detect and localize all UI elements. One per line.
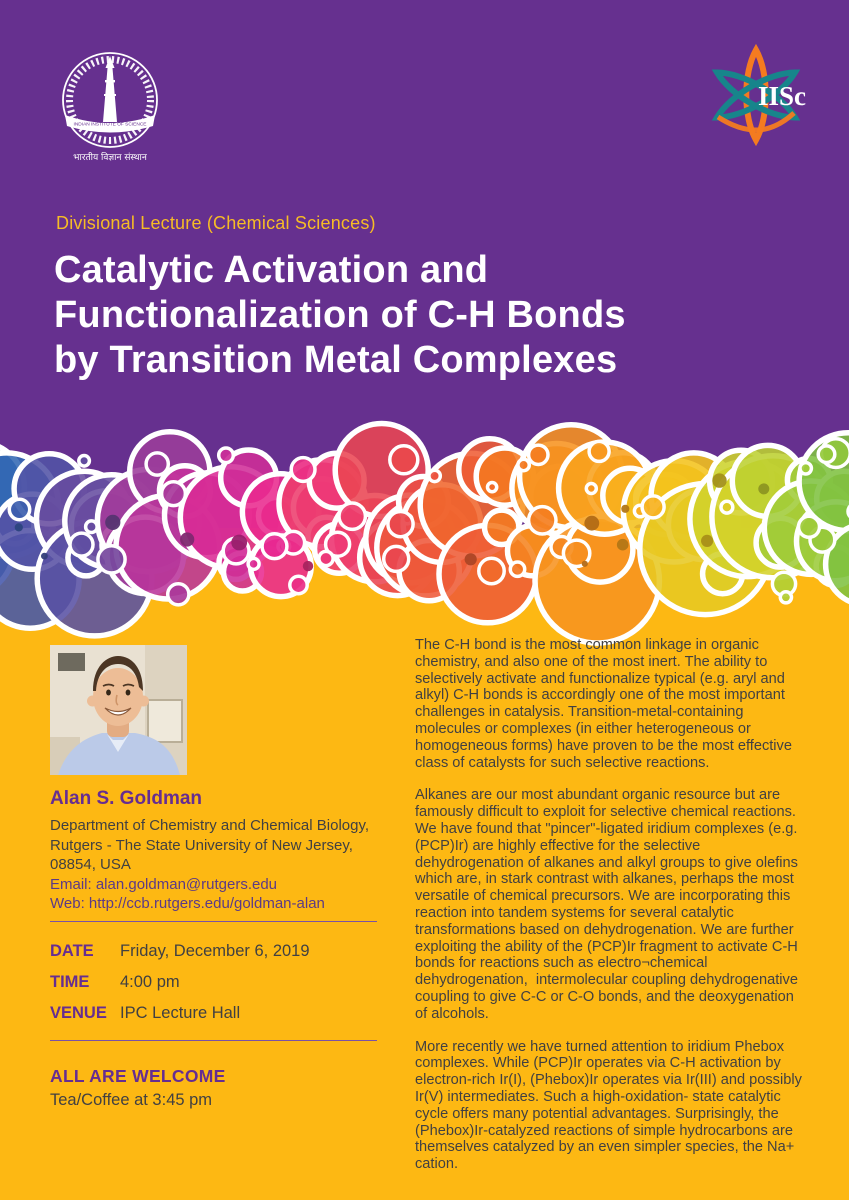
abstract-paragraph-1: The C-H bond is the most common linkage in organic chemistry, and also one of the most inert. The ability to selectively activate and functionalize typical (e.g. aryl and alkyl) C-H bonds is accordingly one of the most important challenges in catalysis. Transition-metal-containing molecules or complexes (in either heterogeneous or homogeneous forms) have proven to be the most effective class of catalysts for such selective reactions.: [415, 637, 797, 771]
date-label: DATE: [50, 942, 94, 960]
title-line-3: by Transition Metal Complexes: [54, 339, 618, 381]
speaker-affiliation: [50, 816, 395, 914]
title-line-2: Functionalization of C-H Bonds: [54, 294, 626, 336]
speaker-website: Web: http://ccb.rutgers.edu/goldman-alan: [50, 895, 325, 912]
time-value: 4:00 pm: [120, 973, 180, 991]
affiliation-line: 08854, USA: [50, 856, 131, 873]
event-details: [50, 936, 310, 1029]
event-time-row: [50, 967, 310, 998]
refreshments-text: Tea/Coffee at 3:45 pm: [50, 1091, 213, 1109]
emblem-banner-text: INDIAN INSTITUTE OF SCIENCE: [73, 122, 147, 128]
speaker-photo: [50, 645, 187, 775]
affiliation-line: Rutgers - The State University of New Jersey,: [50, 836, 353, 854]
affiliation-line: Department of Chemistry and Chemical Biology,: [50, 817, 370, 834]
abstract-paragraph-2: Alkanes are our most abundant organic resource but are famously difficult to exploit for selective chemical reactions. We have found that "pincer"-ligated iridium complexes (e.g. (PCP)Ir) are highly effective for the selective dehydrogenation of alkanes and alkyl groups to give olefins which are, in stark contrast with alkanes, perhaps the most versatile of chemical precursors. We are incorporating this reaction into tandem systems for several catalytic transformations based on dehydrogenation. We are further exploiting the ability of the (PCP)Ir fragment to activate C-H bonds for reactions such as electro¬chemical dehydrogenation, intermolecular coupling dehydrogenative coupling to give C-C or C-O bonds, and the deoxygenation of alcohols.: [415, 787, 802, 1022]
iisc-star-logo: [700, 42, 825, 152]
iisc-emblem-logo: [50, 38, 170, 168]
venue-label: VENUE: [50, 1004, 107, 1022]
divider-line: [50, 1040, 377, 1041]
emblem-hindi-text: भारतीय विज्ञान संस्थान: [73, 153, 147, 163]
rainbow-bubbles-band: [0, 400, 849, 650]
lecture-series-label: Divisional Lecture (Chemical Sciences): [56, 213, 376, 233]
event-venue-row: [50, 998, 310, 1029]
star-logo-text: IISc: [757, 81, 807, 111]
abstract-text: [415, 637, 807, 1189]
all-are-welcome-text: ALL ARE WELCOME: [50, 1066, 226, 1086]
venue-value: IPC Lecture Hall: [120, 1004, 241, 1022]
speaker-email: Email: alan.goldman@rutgers.edu: [50, 875, 278, 893]
lecture-title: [54, 248, 814, 383]
title-line-1: Catalytic Activation and: [54, 249, 489, 291]
event-date-row: [50, 936, 310, 967]
face: [93, 668, 143, 726]
abstract-paragraph-3: More recently we have turned attention to iridium Phebox complexes. While (PCP)Ir operates via C-H activation by electron-rich Ir(I), (Phebox)Ir operates via Ir(III) and possibly Ir(V) intermediates. Such a high-oxidation- state catalytic cycle offers many potential advantages. Surprisingly, the (Phebox)Ir-catalyzed reactions of simple hydrocarbons are themselves catalyzed by an even simpler species, the Na+ cation.: [415, 1038, 806, 1173]
time-label: TIME: [50, 973, 90, 991]
emblem-tower: [103, 56, 117, 122]
divider-line: [50, 921, 377, 922]
date-value: Friday, December 6, 2019: [120, 942, 310, 960]
speaker-name: Alan S. Goldman: [50, 788, 203, 809]
